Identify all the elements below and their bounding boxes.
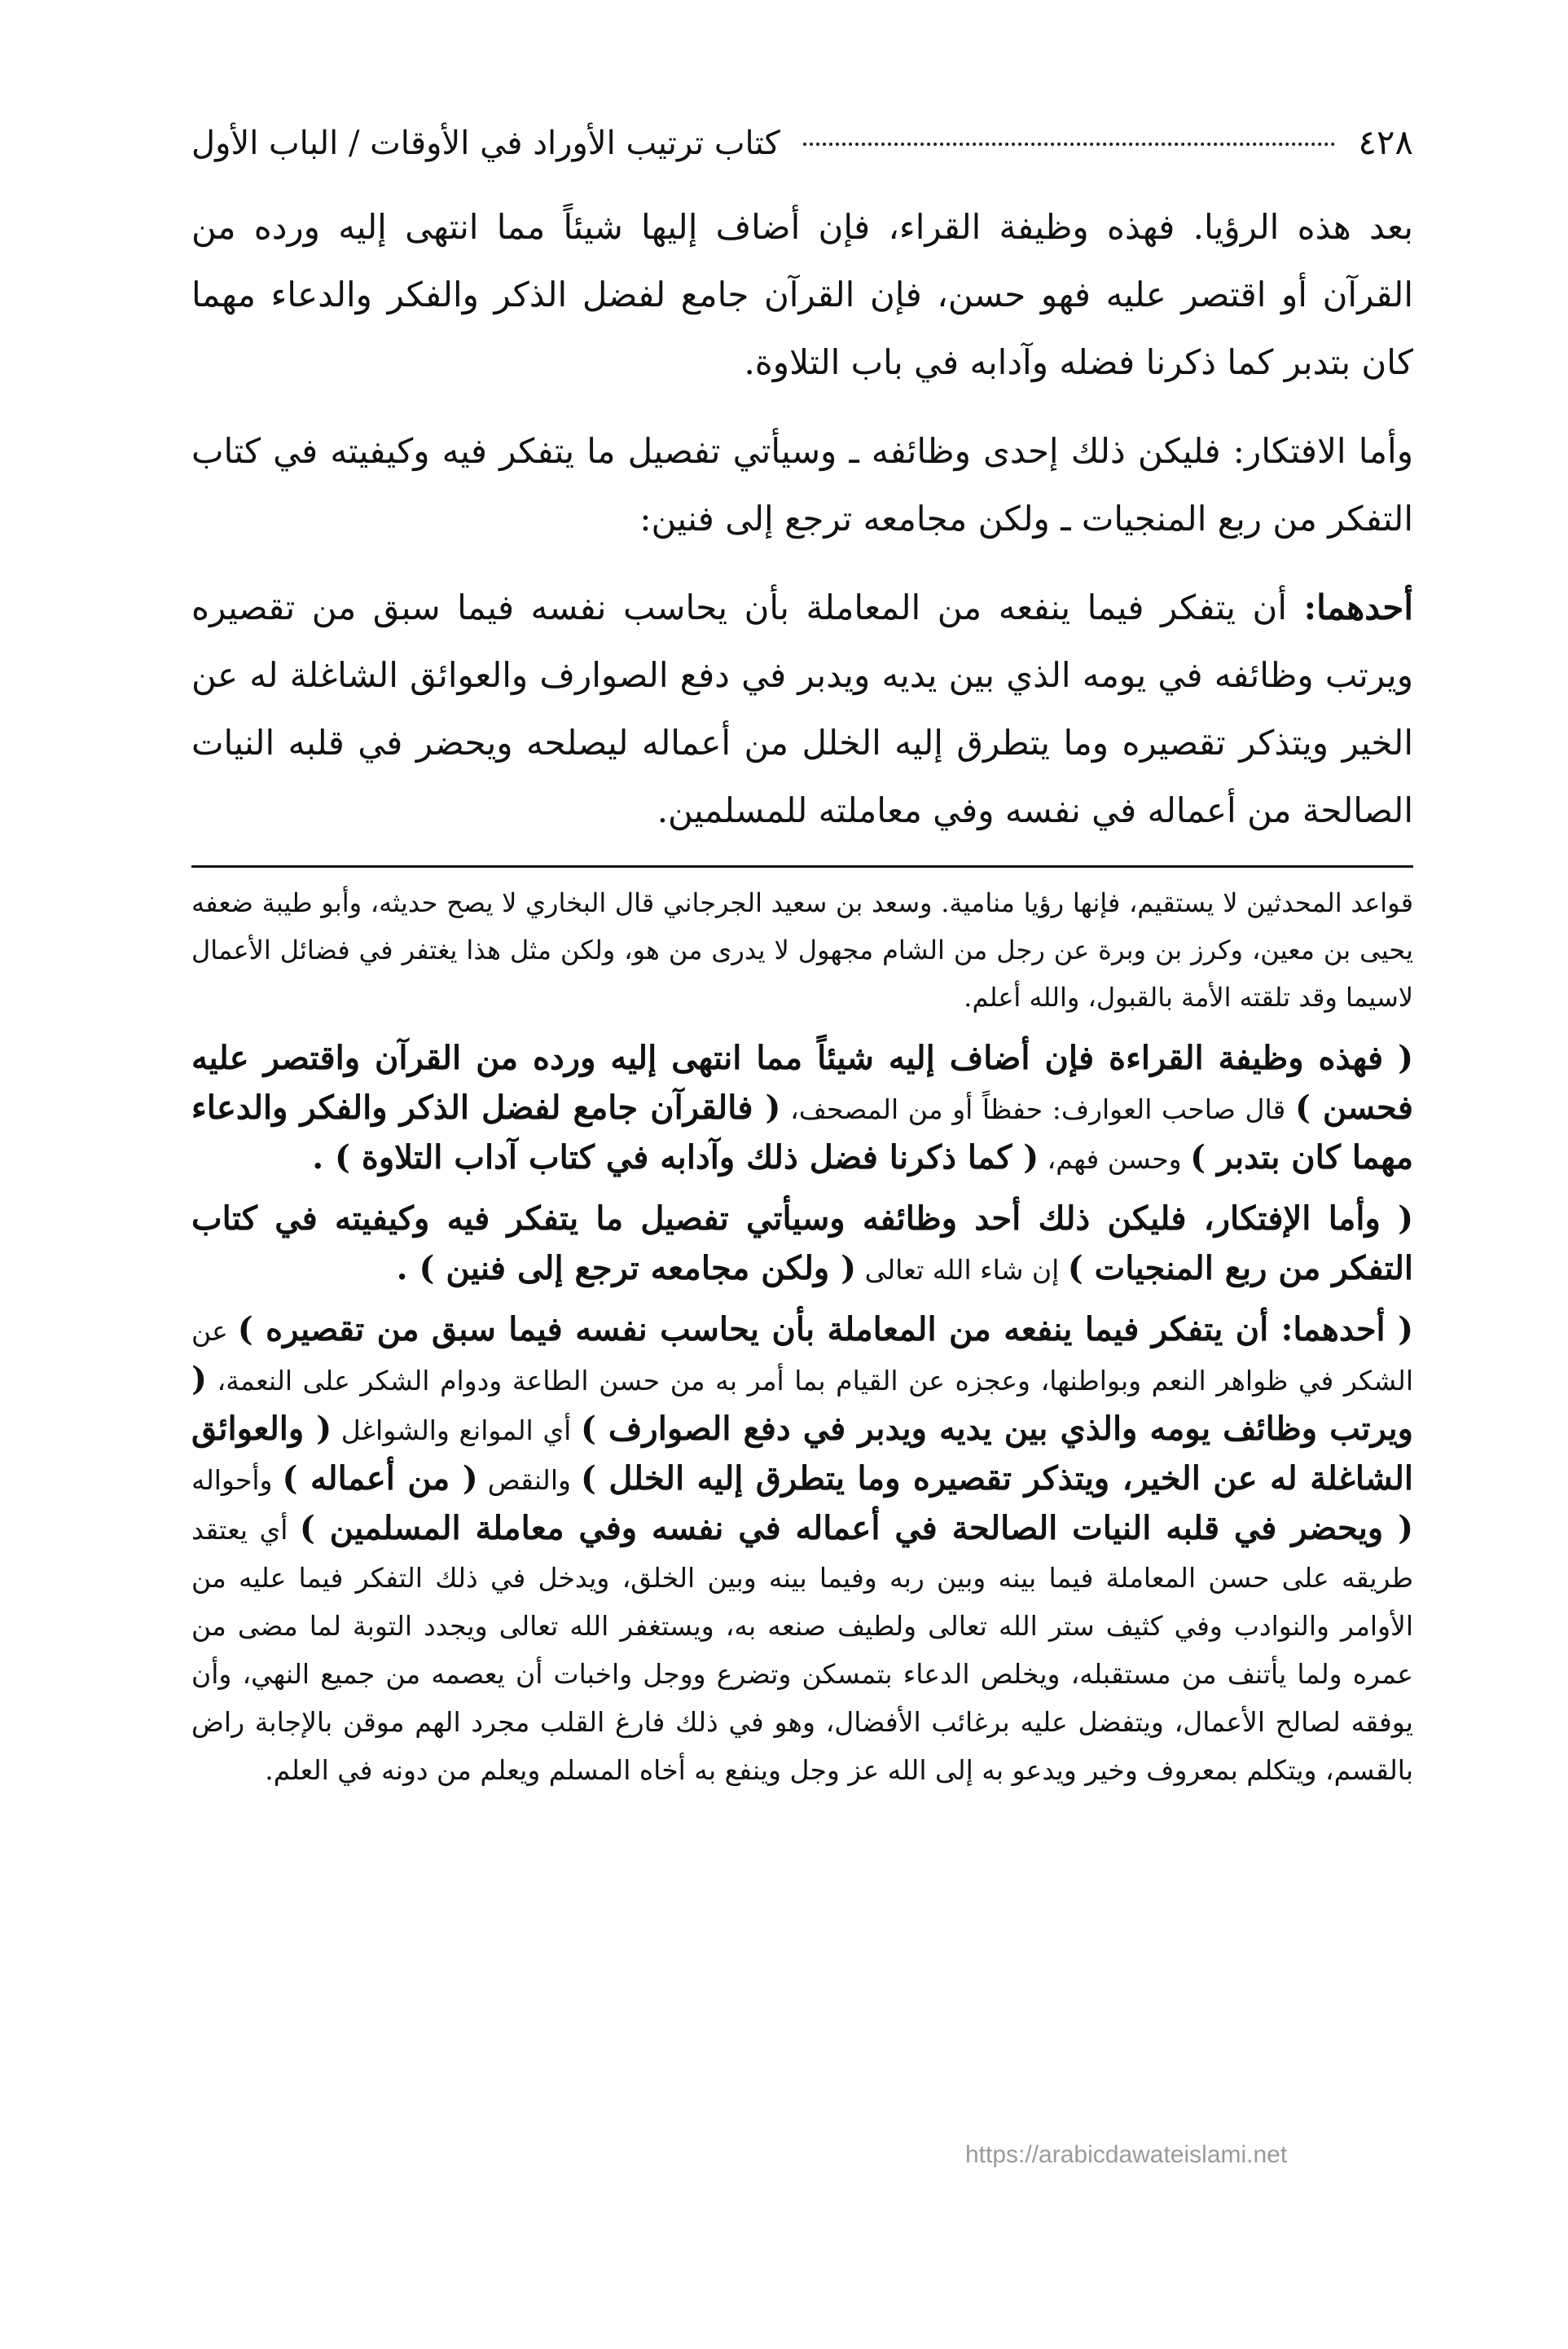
commentary-section	[191, 1034, 1413, 1794]
book-page	[191, 122, 1413, 1806]
commentary-text: وحسن فهم،	[1039, 1143, 1191, 1175]
quote: ( وأما الإفتكار، فليكن ذلك أحد وظائفه وسيأتي تفصيل ما يتفكر فيه وكيفيته في كتاب التفكر من ربع المنجيات )	[191, 1199, 1413, 1287]
quote: ( ويحضر في قلبه النيات الصالحة في أعماله في نفسه وفي معاملة المسلمين )	[299, 1509, 1413, 1547]
commentary-text: والنقص	[477, 1464, 581, 1496]
main-paragraph-3-lead: أحدهما:	[1303, 587, 1413, 627]
main-paragraph-3-body: أن يتفكر فيما ينفعه من المعاملة بأن يحاسب نفسه فيما سبق من تقصيره ويرتب وظائفه في يومه الذي بين يديه ويدبر في دفع الصوارف والعوائق الشاغلة له عن الخير ويتذكر تقصيره وما يتطرق إليه الخلل من أعماله ليصلحه ويحضر في قلبه النيات الصالحة من أعماله في نفسه وفي معاملته للمسلمين.	[191, 587, 1413, 830]
quote: ( فالقرآن جامع لفضل الذكر والفكر والدعاء مهما كان بتدبر )	[191, 1089, 1413, 1177]
footnote-divider	[191, 865, 1413, 868]
commentary-text: إن شاء الله تعالى	[856, 1254, 1068, 1286]
quote: ( والعوائق الشاغلة له عن الخير، ويتذكر تقصيره وما يتطرق إليه الخلل )	[191, 1410, 1414, 1498]
commentary-text: أي الموانع والشواغل	[332, 1414, 581, 1446]
quote: ( كما ذكرنا فضل ذلك وآدابه في كتاب آداب التلاوة ) .	[312, 1138, 1039, 1177]
main-paragraph-3	[191, 574, 1413, 844]
quote: ( فهذه وظيفة القراءة فإن أضاف إليه شيئاً مما انتهى إليه ورده من القرآن واقتصر عليه فحسن )	[191, 1039, 1413, 1127]
main-paragraph-1: بعد هذه الرؤيا. فهذه وظيفة القراء، فإن أضاف إليها شيئاً مما انتهى إليه ورده من القرآن أو اقتصر عليه فهو حسن، فإن القرآن جامع لفضل الذكر والفكر والدعاء مهما كان بتدبر كما ذكرنا فضله وآدابه في باب التلاوة.	[191, 207, 1413, 382]
commentary-paragraph-3	[191, 1305, 1413, 1794]
running-title: كتاب ترتيب الأوراد في الأوقات / الباب الأول	[191, 125, 780, 162]
footnote-text: قواعد المحدثين لا يستقيم، فإنها رؤيا منامية. وسعد بن سعيد الجرجاني قال البخاري لا يصح حديثه، وأبو طيبة ضعفه يحيى بن معين، وكرز بن وبرة عن رجل من الشام مجهول لا يدرى من هو، ولكن مثل هذا يغتفر في فضائل الأعمال لاسيما وقد تلقته الأمة بالقبول، والله أعلم.	[191, 887, 1413, 1013]
footnote-section	[191, 879, 1413, 1021]
watermark-url: https://arabicdawateislami.net	[965, 2141, 1288, 2168]
commentary-text: وأحواله	[191, 1464, 283, 1496]
main-text	[191, 193, 1413, 844]
quote: ( ولكن مجامعه ترجع إلى فنين ) .	[396, 1249, 857, 1287]
commentary-paragraph-1	[191, 1034, 1413, 1183]
header-dot-leader	[803, 143, 1336, 146]
quote: ( من أعماله )	[282, 1459, 478, 1498]
commentary-text: قال صاحب العوارف: حفظاً أو من المصحف،	[780, 1093, 1295, 1125]
commentary-paragraph-2	[191, 1194, 1413, 1294]
quote: ( ويرتب وظائف يومه والذي بين يديه ويدبر في دفع الصوارف )	[191, 1360, 1413, 1448]
page-number: ٤٢٨	[1358, 122, 1413, 162]
running-header	[191, 122, 1413, 162]
quote: ( أحدهما: أن يتفكر فيما ينفعه من المعاملة بأن يحاسب نفسه فيما سبق من تقصيره )	[237, 1310, 1413, 1348]
commentary-text: عن الشكر في ظواهر النعم وبواطنها، وعجزه عن القيام بما أمر به من حسن الطاعة ودوام الشكر على النعمة،	[191, 1315, 1413, 1397]
commentary-text: أي يعتقد طريقه على حسن المعاملة فيما بينه وبين ربه وفيما بينه وبين الخلق، ويدخل في ذلك التفكر فيما عليه من الأوامر والنوادب وفي كثيف ستر الله تعالى ولطيف صنعه به، ويستغفر الله تعالى ويجدد التوبة لما مضى من عمره ولما يأتنف من مستقبله، ويخلص الدعاء بتمسكن وتضرع ووجل واخبات أن يعصمه من جميع النهي، وأن يوفقه لصالح الأعمال، ويتفضل عليه برغائب الأفضال، وهو في ذلك فارغ القلب مجرد الهم موقن بالإجابة راض بالقسم، ويتكلم بمعروف وخير ويدعو به إلى الله عز وجل وينفع به أخاه المسلم ويعلم من دونه في العلم.	[191, 1514, 1413, 1786]
main-paragraph-2: وأما الافتكار: فليكن ذلك إحدى وظائفه ـ وسيأتي تفصيل ما يتفكر فيه وكيفيته في كتاب التفكر من ربع المنجيات ـ ولكن مجامعه ترجع إلى فنين:	[191, 431, 1413, 539]
